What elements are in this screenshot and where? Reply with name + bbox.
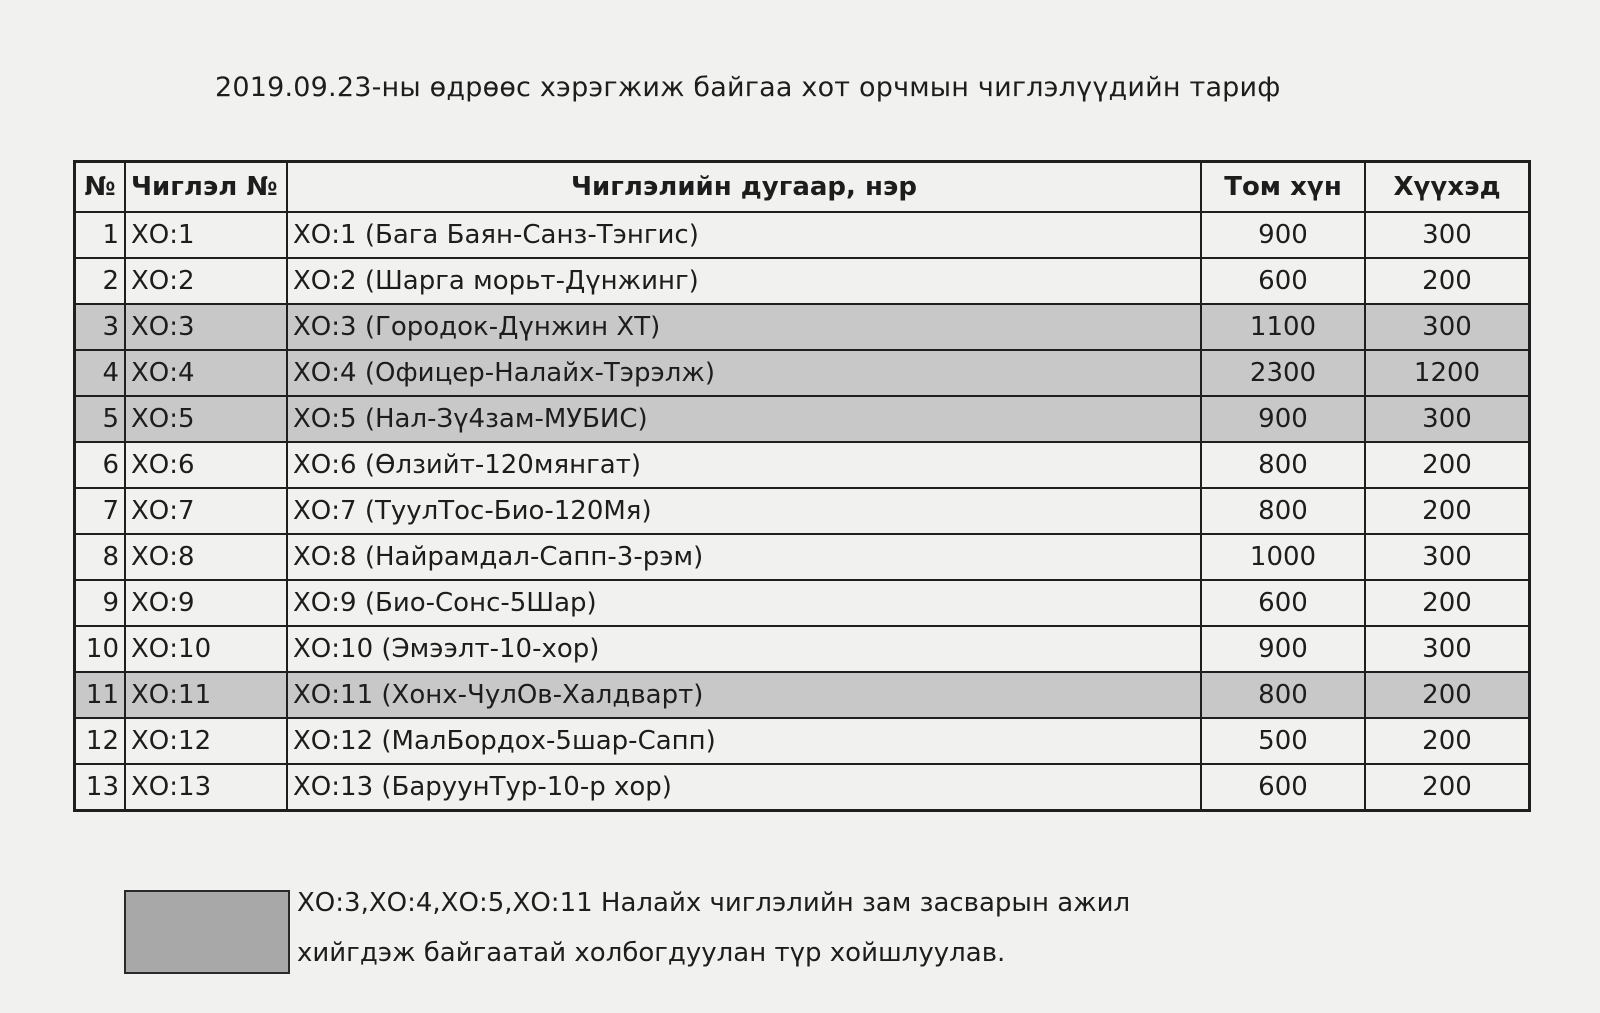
cell-route-code: ХО:6: [125, 442, 287, 488]
table-header-row: [75, 162, 1530, 213]
cell-number: 4: [75, 350, 126, 396]
cell-number: 6: [75, 442, 126, 488]
cell-child-fare: 1200: [1365, 350, 1530, 396]
cell-number: 5: [75, 396, 126, 442]
cell-route-code: ХО:4: [125, 350, 287, 396]
table-row: [75, 672, 1530, 718]
cell-child-fare: 300: [1365, 396, 1530, 442]
cell-adult-fare: 1000: [1201, 534, 1365, 580]
table-row: [75, 350, 1530, 396]
header-route-code: Чиглэл №: [125, 162, 287, 213]
cell-route-code: ХО:13: [125, 764, 287, 811]
cell-adult-fare: 600: [1201, 580, 1365, 626]
cell-adult-fare: 800: [1201, 488, 1365, 534]
cell-child-fare: 300: [1365, 534, 1530, 580]
cell-number: 1: [75, 212, 126, 258]
legend-swatch: [124, 890, 290, 974]
legend-line-2: хийгдэж байгаатай холбогдуулан түр хойшлуулав.: [297, 938, 1006, 968]
header-number: №: [75, 162, 126, 213]
legend-note: [297, 878, 1130, 978]
cell-route-name: ХО:10 (Эмээлт-10-хор): [287, 626, 1201, 672]
cell-route-name: ХО:13 (БаруунТур-10-р хор): [287, 764, 1201, 811]
cell-route-name: ХО:4 (Офицер-Налайх-Тэрэлж): [287, 350, 1201, 396]
cell-route-name: ХО:12 (МалБордох-5шар-Сапп): [287, 718, 1201, 764]
cell-adult-fare: 800: [1201, 442, 1365, 488]
cell-child-fare: 200: [1365, 488, 1530, 534]
table-row: [75, 534, 1530, 580]
cell-route-code: ХО:8: [125, 534, 287, 580]
cell-route-code: ХО:3: [125, 304, 287, 350]
cell-adult-fare: 2300: [1201, 350, 1365, 396]
table-row: [75, 442, 1530, 488]
table-row: [75, 718, 1530, 764]
cell-route-code: ХО:11: [125, 672, 287, 718]
cell-number: 9: [75, 580, 126, 626]
cell-route-name: ХО:3 (Городок-Дүнжин ХТ): [287, 304, 1201, 350]
cell-child-fare: 200: [1365, 580, 1530, 626]
legend-line-1: ХО:3,ХО:4,ХО:5,ХО:11 Налайх чиглэлийн зам засварын ажил: [297, 888, 1131, 918]
cell-number: 3: [75, 304, 126, 350]
cell-child-fare: 200: [1365, 718, 1530, 764]
cell-child-fare: 300: [1365, 304, 1530, 350]
cell-route-code: ХО:9: [125, 580, 287, 626]
cell-route-name: ХО:9 (Био-Сонс-5Шар): [287, 580, 1201, 626]
cell-route-code: ХО:2: [125, 258, 287, 304]
document-title: 2019.09.23-ны өдрөөс хэрэгжиж байгаа хот орчмын чиглэлүүдийн тариф: [215, 72, 1281, 103]
cell-route-name: ХО:6 (Өлзийт-120мянгат): [287, 442, 1201, 488]
cell-route-code: ХО:1: [125, 212, 287, 258]
table-row: [75, 580, 1530, 626]
cell-child-fare: 200: [1365, 258, 1530, 304]
cell-route-name: ХО:2 (Шарга морьт-Дүнжинг): [287, 258, 1201, 304]
cell-adult-fare: 900: [1201, 396, 1365, 442]
table-row: [75, 258, 1530, 304]
tariff-table-body: [75, 212, 1530, 811]
cell-route-name: ХО:1 (Бага Баян-Санз-Тэнгис): [287, 212, 1201, 258]
cell-adult-fare: 800: [1201, 672, 1365, 718]
cell-number: 2: [75, 258, 126, 304]
cell-child-fare: 300: [1365, 626, 1530, 672]
cell-route-code: ХО:7: [125, 488, 287, 534]
cell-number: 11: [75, 672, 126, 718]
table-row: [75, 764, 1530, 811]
cell-number: 10: [75, 626, 126, 672]
cell-number: 12: [75, 718, 126, 764]
cell-route-code: ХО:5: [125, 396, 287, 442]
cell-adult-fare: 600: [1201, 764, 1365, 811]
cell-adult-fare: 600: [1201, 258, 1365, 304]
table-row: [75, 396, 1530, 442]
cell-adult-fare: 1100: [1201, 304, 1365, 350]
cell-child-fare: 300: [1365, 212, 1530, 258]
cell-child-fare: 200: [1365, 672, 1530, 718]
cell-route-name: ХО:5 (Нал-Зү4зам-МУБИС): [287, 396, 1201, 442]
tariff-table: [73, 160, 1531, 812]
cell-number: 7: [75, 488, 126, 534]
cell-route-name: ХО:11 (Хонх-ЧулОв-Халдварт): [287, 672, 1201, 718]
cell-adult-fare: 500: [1201, 718, 1365, 764]
cell-route-name: ХО:8 (Найрамдал-Сапп-3-рэм): [287, 534, 1201, 580]
cell-number: 13: [75, 764, 126, 811]
cell-number: 8: [75, 534, 126, 580]
cell-child-fare: 200: [1365, 764, 1530, 811]
cell-route-code: ХО:12: [125, 718, 287, 764]
cell-child-fare: 200: [1365, 442, 1530, 488]
cell-route-code: ХО:10: [125, 626, 287, 672]
table-row: [75, 212, 1530, 258]
header-child-fare: Хүүхэд: [1365, 162, 1530, 213]
table-row: [75, 488, 1530, 534]
header-route-name: Чиглэлийн дугаар, нэр: [287, 162, 1201, 213]
cell-adult-fare: 900: [1201, 212, 1365, 258]
cell-adult-fare: 900: [1201, 626, 1365, 672]
cell-route-name: ХО:7 (ТуулТос-Био-120Мя): [287, 488, 1201, 534]
header-adult-fare: Том хүн: [1201, 162, 1365, 213]
table-row: [75, 304, 1530, 350]
table-row: [75, 626, 1530, 672]
